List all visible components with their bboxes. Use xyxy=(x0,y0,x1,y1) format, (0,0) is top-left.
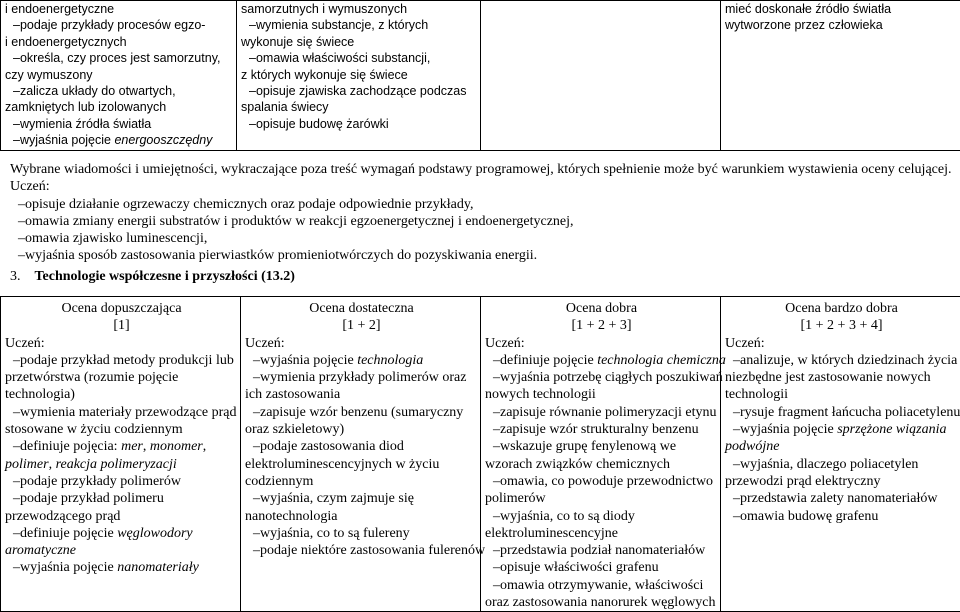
requirement-line xyxy=(5,542,238,559)
requirement-term: aromatyczne xyxy=(5,543,76,558)
requirement-line xyxy=(245,525,478,542)
requirement-term: monomer xyxy=(150,439,203,454)
requirement-line xyxy=(5,438,238,455)
dash-bullet: – xyxy=(10,214,25,229)
requirement-text: wyjaśnia, dlaczego poliacetylen xyxy=(740,457,918,472)
requirement-line xyxy=(5,1,234,17)
grade-title: Ocena bardzo dobra xyxy=(725,300,958,317)
advanced-requirements-section xyxy=(10,161,958,265)
requirement-line xyxy=(485,577,718,594)
grade-title: Ocena dobra xyxy=(485,300,718,317)
requirement-line xyxy=(485,456,718,473)
requirement-line xyxy=(725,508,958,525)
grade-points: [1 + 2] xyxy=(245,317,478,334)
requirement-line xyxy=(5,508,238,525)
dash-bullet: – xyxy=(725,457,740,472)
advanced-item-text: omawia zmiany energii substratów i produktów w reakcji egzoenergetycznej i endoenergetycznej, xyxy=(25,214,574,229)
dash-bullet: – xyxy=(10,197,25,212)
requirement-line xyxy=(485,508,718,525)
requirement-line xyxy=(725,473,958,490)
requirement-line xyxy=(5,456,238,473)
dash-bullet: – xyxy=(5,560,20,575)
requirement-text: podaje zastosowania diod xyxy=(260,439,404,454)
section-title: Technologie współczesne i przyszłości (13.2) xyxy=(35,269,295,284)
requirement-text: podaje przykłady procesów egzo- xyxy=(20,18,206,32)
advanced-student-label: Uczeń: xyxy=(10,178,958,195)
grade-column xyxy=(481,297,721,612)
dash-bullet: – xyxy=(485,578,500,593)
dash-bullet: – xyxy=(485,560,500,575)
grade-column xyxy=(721,297,960,612)
requirement-text: omawia budowę grafenu xyxy=(740,509,878,524)
requirement-line xyxy=(5,490,238,507)
requirement-line xyxy=(485,559,718,576)
requirement-line xyxy=(5,386,238,403)
dash-bullet: – xyxy=(245,543,260,558)
requirement-term: technologia xyxy=(357,353,423,368)
requirement-text: wyjaśnia, czym zajmuje się xyxy=(260,491,414,506)
requirement-line xyxy=(725,1,958,17)
requirement-term: polimer xyxy=(5,457,49,472)
requirement-text: wymienia źródła światła xyxy=(20,117,151,131)
requirement-term: energooszczędny xyxy=(114,133,212,147)
requirement-text: podaje przykład metody produkcji lub xyxy=(20,353,234,368)
requirement-text: wymienia przykłady polimerów oraz xyxy=(260,370,466,385)
requirement-text: mieć doskonałe źródło światła xyxy=(725,2,891,16)
requirement-line xyxy=(245,352,478,369)
requirement-text: wyjaśnia pojęcie xyxy=(20,560,117,575)
grade-title: Ocena dostateczna xyxy=(245,300,478,317)
requirement-text: przewodzącego prąd xyxy=(5,509,120,524)
requirement-text: podaje przykład polimeru xyxy=(20,491,164,506)
requirement-text: oraz szkieletowy) xyxy=(245,422,344,437)
requirement-line xyxy=(245,421,478,438)
requirement-line xyxy=(5,83,234,99)
dash-bullet: – xyxy=(241,117,256,131)
requirement-line xyxy=(5,421,238,438)
requirement-line xyxy=(5,525,238,542)
dash-bullet: – xyxy=(5,353,20,368)
requirement-text: wyjaśnia, co to są fulereny xyxy=(260,526,410,541)
requirement-text: z których wykonuje się świece xyxy=(241,68,408,82)
requirement-line xyxy=(725,490,958,507)
requirement-line xyxy=(241,17,478,33)
requirement-text: czy wymuszony xyxy=(5,68,93,82)
requirement-text: rysuje fragment łańcucha poliacetylenu xyxy=(740,405,960,420)
dash-bullet: – xyxy=(5,439,20,454)
dash-bullet: – xyxy=(5,405,20,420)
requirement-line xyxy=(5,352,238,369)
top-requirements-table xyxy=(0,0,960,151)
requirement-text: zamkniętych lub izolowanych xyxy=(5,100,166,114)
requirement-text: , xyxy=(203,439,207,454)
requirement-line xyxy=(5,116,234,132)
dash-bullet: – xyxy=(245,370,260,385)
requirement-text: i endoenergetyczne xyxy=(5,2,114,16)
requirement-text: polimerów xyxy=(485,491,546,506)
requirement-text: omawia właściwości substancji, xyxy=(256,51,430,65)
advanced-item xyxy=(10,213,958,230)
requirement-line xyxy=(725,456,958,473)
requirement-line xyxy=(5,132,234,148)
requirement-text: opisuje właściwości grafenu xyxy=(500,560,659,575)
requirement-text: przewodzi prąd elektryczny xyxy=(725,474,880,489)
requirement-text: zapisuje wzór benzenu (sumaryczny xyxy=(260,405,463,420)
requirement-line xyxy=(485,421,718,438)
requirement-text: technologia) xyxy=(5,387,75,402)
requirement-line xyxy=(5,369,238,386)
dash-bullet: – xyxy=(241,51,256,65)
advanced-item-text: wyjaśnia sposób zastosowania pierwiastków promieniotwórczych do pozyskiwania energii. xyxy=(25,248,537,263)
requirement-line xyxy=(241,34,478,50)
requirement-line xyxy=(241,1,478,17)
requirement-line xyxy=(725,421,958,438)
requirement-text: , xyxy=(143,439,150,454)
advanced-items-list xyxy=(10,196,958,265)
requirement-text: opisuje budowę żarówki xyxy=(256,117,389,131)
requirement-text: niezbędne jest zastosowanie nowych xyxy=(725,370,931,385)
grade-points: [1 + 2 + 3] xyxy=(485,317,718,334)
requirement-text: omawia otrzymywanie, właściwości xyxy=(500,578,703,593)
requirement-text: podaje przykłady polimerów xyxy=(20,474,181,489)
requirement-line xyxy=(241,83,478,99)
student-label: Uczeń: xyxy=(245,335,478,352)
requirement-line xyxy=(485,525,718,542)
advanced-item xyxy=(10,196,958,213)
top-cell-col1 xyxy=(1,1,237,151)
requirement-line xyxy=(245,386,478,403)
advanced-item-text: omawia zjawisko luminescencji, xyxy=(25,231,207,246)
requirement-line xyxy=(725,386,958,403)
dash-bullet: – xyxy=(5,18,20,32)
requirement-text: nowych technologii xyxy=(485,387,596,402)
dash-bullet: – xyxy=(5,526,20,541)
requirement-line xyxy=(5,404,238,421)
requirement-text: zapisuje wzór strukturalny benzenu xyxy=(500,422,699,437)
requirement-text: , xyxy=(49,457,56,472)
requirement-line xyxy=(485,404,718,421)
dash-bullet: – xyxy=(5,133,20,147)
dash-bullet: – xyxy=(5,51,20,65)
requirement-line xyxy=(485,438,718,455)
dash-bullet: – xyxy=(10,248,25,263)
requirement-text: wyjaśnia potrzebę ciągłych poszukiwań xyxy=(500,370,723,385)
requirement-text: przedstawia podział nanomateriałów xyxy=(500,543,705,558)
dash-bullet: – xyxy=(5,84,20,98)
requirement-line xyxy=(485,542,718,559)
student-label: Uczeń: xyxy=(485,335,718,352)
requirement-text: wymienia materiały przewodzące prąd xyxy=(20,405,237,420)
top-cell-col2 xyxy=(237,1,481,151)
requirement-line xyxy=(5,99,234,115)
requirement-term: sprzężone wiązania xyxy=(837,422,946,437)
requirement-line xyxy=(5,559,238,576)
student-label: Uczeń: xyxy=(5,335,238,352)
dash-bullet: – xyxy=(245,353,260,368)
requirement-line xyxy=(245,490,478,507)
requirement-line xyxy=(485,473,718,490)
requirement-text: nanotechnologia xyxy=(245,509,338,524)
requirement-text: definiuje pojęcia: xyxy=(20,439,121,454)
dash-bullet: – xyxy=(485,405,500,420)
requirement-text: wymienia substancje, z których xyxy=(256,18,428,32)
requirement-line xyxy=(245,508,478,525)
grade-table-row xyxy=(1,297,960,612)
advanced-item-text: opisuje działanie ogrzewaczy chemicznych oraz podaje odpowiednie przykłady, xyxy=(25,197,473,212)
requirement-text: wyjaśnia pojęcie xyxy=(740,422,837,437)
requirement-line xyxy=(245,542,478,559)
requirement-text: wzorach związków chemicznych xyxy=(485,457,670,472)
grade-title: Ocena dopuszczająca xyxy=(5,300,238,317)
dash-bullet: – xyxy=(725,405,740,420)
requirement-line xyxy=(245,369,478,386)
requirement-text: spalania świecy xyxy=(241,100,329,114)
requirement-line xyxy=(485,369,718,386)
requirement-text: przedstawia zalety nanomateriałów xyxy=(740,491,937,506)
dash-bullet: – xyxy=(241,18,256,32)
requirement-text: samorzutnych i wymuszonych xyxy=(241,2,407,16)
dash-bullet: – xyxy=(245,439,260,454)
dash-bullet: – xyxy=(485,370,500,385)
grade-points: [1 + 2 + 3 + 4] xyxy=(725,317,958,334)
requirement-text: wyjaśnia, co to są diody xyxy=(500,509,635,524)
requirement-text: ich zastosowania xyxy=(245,387,340,402)
top-cell-col3 xyxy=(481,1,721,151)
requirement-line xyxy=(5,50,234,66)
requirement-term: węglowodory xyxy=(117,526,192,541)
dash-bullet: – xyxy=(5,491,20,506)
requirement-text: analizuje, w których dziedzinach życia xyxy=(740,353,957,368)
requirement-term: technologia chemiczna xyxy=(597,353,726,368)
requirement-text: opisuje zjawiska zachodzące podczas xyxy=(256,84,467,98)
requirement-term: nanomateriały xyxy=(117,560,199,575)
section-number: 3. xyxy=(10,269,21,284)
requirement-text: wykonuje się świece xyxy=(241,35,354,49)
requirement-text: wytworzone przez człowieka xyxy=(725,18,883,32)
requirement-text: elektroluminescencyjne xyxy=(485,526,618,541)
dash-bullet: – xyxy=(485,439,500,454)
advanced-item xyxy=(10,230,958,247)
requirement-line xyxy=(485,352,718,369)
dash-bullet: – xyxy=(245,405,260,420)
requirement-line xyxy=(245,456,478,473)
advanced-intro: Wybrane wiadomości i umiejętności, wykraczające poza treść wymagań podstawy programowej, których spełnienie może być warunkiem wystawienia oceny celującej. xyxy=(10,161,958,178)
requirement-text: określa, czy proces jest samorzutny, xyxy=(20,51,221,65)
requirement-text: zalicza układy do otwartych, xyxy=(20,84,176,98)
requirement-term: podwójne xyxy=(725,439,779,454)
requirement-text: wskazuje grupę fenylenową we xyxy=(500,439,676,454)
requirement-line xyxy=(725,438,958,455)
advanced-item xyxy=(10,247,958,264)
requirement-text: stosowane w życiu codziennym xyxy=(5,422,183,437)
requirement-line xyxy=(725,404,958,421)
requirement-text: oraz zastosowania nanorurek węglowych xyxy=(485,595,716,610)
requirement-text: elektroluminescencyjnych w życiu xyxy=(245,457,439,472)
requirement-text: wyjaśnia pojęcie xyxy=(260,353,357,368)
dash-bullet: – xyxy=(245,526,260,541)
dash-bullet: – xyxy=(725,422,740,437)
requirement-term: reakcja polimeryzacji xyxy=(56,457,177,472)
dash-bullet: – xyxy=(485,474,500,489)
requirement-line xyxy=(241,99,478,115)
section-heading xyxy=(10,268,295,285)
grade-points: [1] xyxy=(5,317,238,334)
dash-bullet: – xyxy=(485,353,500,368)
requirement-line xyxy=(241,50,478,66)
requirement-text: i endoenergetycznych xyxy=(5,35,127,49)
dash-bullet: – xyxy=(485,509,500,524)
requirement-line xyxy=(5,473,238,490)
requirement-text: codziennym xyxy=(245,474,313,489)
top-cell-col4 xyxy=(721,1,960,151)
dash-bullet: – xyxy=(485,422,500,437)
requirement-line xyxy=(245,404,478,421)
requirement-text: omawia, co powoduje przewodnictwo xyxy=(500,474,713,489)
requirement-line xyxy=(241,67,478,83)
requirement-line xyxy=(485,594,718,611)
requirement-text: definiuje pojęcie xyxy=(20,526,117,541)
requirement-line xyxy=(485,386,718,403)
dash-bullet: – xyxy=(245,491,260,506)
requirement-line xyxy=(485,490,718,507)
dash-bullet: – xyxy=(725,509,740,524)
requirement-text: wyjaśnia pojęcie xyxy=(20,133,115,147)
requirement-line xyxy=(725,17,958,33)
requirement-text: przetwórstwa (rozumie pojęcie xyxy=(5,370,178,385)
dash-bullet: – xyxy=(241,84,256,98)
dash-bullet: – xyxy=(725,491,740,506)
requirement-line xyxy=(245,438,478,455)
requirement-text: technologii xyxy=(725,387,788,402)
student-label: Uczeń: xyxy=(725,335,958,352)
requirement-term: mer xyxy=(121,439,143,454)
dash-bullet: – xyxy=(5,117,20,131)
requirement-text: zapisuje równanie polimeryzacji etynu xyxy=(500,405,717,420)
requirement-line xyxy=(5,34,234,50)
dash-bullet: – xyxy=(725,353,740,368)
top-table-row xyxy=(1,1,960,151)
grade-column xyxy=(241,297,481,612)
grade-column xyxy=(1,297,241,612)
requirement-line xyxy=(725,352,958,369)
requirement-text: podaje niektóre zastosowania fulerenów xyxy=(260,543,485,558)
requirement-line xyxy=(5,67,234,83)
dash-bullet: – xyxy=(5,474,20,489)
requirement-line xyxy=(5,17,234,33)
dash-bullet: – xyxy=(485,543,500,558)
requirement-text: definiuje pojęcie xyxy=(500,353,597,368)
requirement-line xyxy=(725,369,958,386)
requirement-line xyxy=(245,473,478,490)
grade-requirements-table xyxy=(0,296,960,612)
dash-bullet: – xyxy=(10,231,25,246)
requirement-line xyxy=(241,116,478,132)
